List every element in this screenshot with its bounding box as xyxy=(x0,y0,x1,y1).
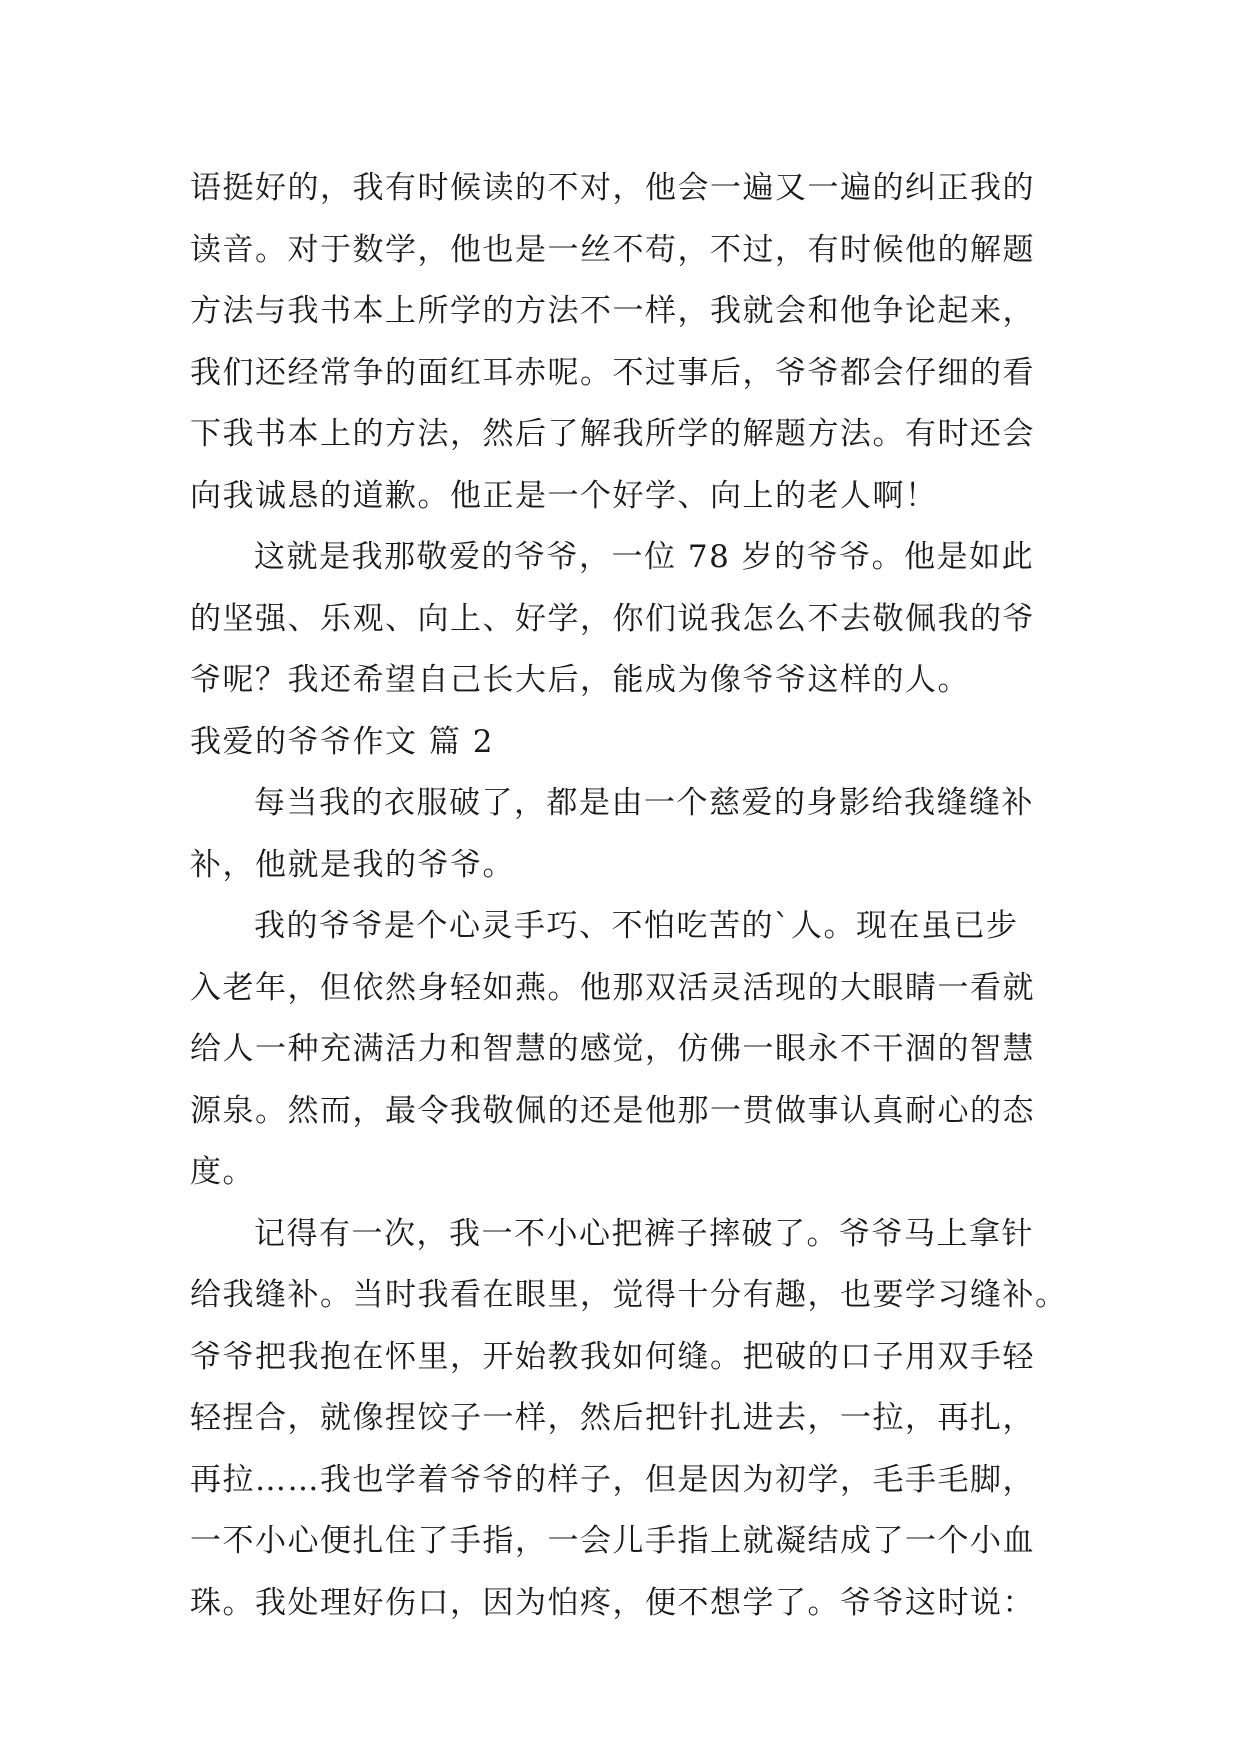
text-line: 这就是我那敬爱的爷爷，一位 78 岁的爷爷。他是如此 xyxy=(254,539,1035,575)
text-line: 记得有一次，我一不小心把裤子摔破了。爷爷马上拿针 xyxy=(254,1215,1034,1252)
text-line: 轻捏合，就像捏饺子一样，然后把针扎进去，一拉，再扎， xyxy=(190,1400,1035,1436)
text-line: 一不小心便扎住了手指，一会儿手指上就凝结成了一个小血 xyxy=(190,1523,1035,1559)
text-line: 的坚强、乐观、向上、好学，你们说我怎么不去敬佩我的爷 xyxy=(190,600,1035,637)
text-line: 语挺好的，我有时候读的不对，他会一遍又一遍的纠正我的 xyxy=(190,170,1035,206)
text-line: 再拉……我也学着爷爷的样子，但是因为初学，毛手毛脚， xyxy=(190,1461,1035,1498)
paragraph-story xyxy=(190,1204,1068,1635)
text-line: 给人一种充满活力和智慧的感觉，仿佛一眼永不干涸的智慧 xyxy=(190,1031,1035,1067)
text-line: 方法与我书本上所学的方法不一样，我就会和他争论起来， xyxy=(190,293,1035,329)
text-line: 读音。对于数学，他也是一丝不苟，不过，有时候他的解题 xyxy=(190,231,1035,268)
text-line: 每当我的衣服破了，都是由一个慈爱的身影给我缝缝补 xyxy=(254,785,1034,821)
text-line: 给我缝补。当时我看在眼里，觉得十分有趣，也要学习缝补。 xyxy=(190,1277,1068,1313)
text-line: 珠。我处理好伤口，因为怕疼，便不想学了。爷爷这时说： xyxy=(190,1584,1035,1621)
text-line: 源泉。然而，最令我敬佩的还是他那一贯做事认真耐心的态 xyxy=(190,1092,1035,1129)
text-line: 补，他就是我的爷爷。 xyxy=(190,846,515,883)
text-line: 下我书本上的方法，然后了解我所学的解题方法。有时还会 xyxy=(190,416,1035,452)
paragraph-description xyxy=(190,896,1058,1204)
document-page xyxy=(190,158,1068,1634)
text-line: 我们还经常争的面红耳赤呢。不过事后，爷爷都会仔细的看 xyxy=(190,354,1035,391)
text-line: 向我诚恳的道歉。他正是一个好学、向上的老人啊！ xyxy=(190,477,938,514)
text-line: 爷爷把我抱在怀里，开始教我如何缝。把破的口子用双手轻 xyxy=(190,1338,1035,1375)
section-heading: 我爱的爷爷作文 篇 2 xyxy=(190,723,494,760)
text-line: 入老年，但依然身轻如燕。他那双活灵活现的大眼睛一看就 xyxy=(190,969,1035,1006)
paragraph-intro xyxy=(190,773,1058,896)
paragraph-continuation xyxy=(190,158,1058,527)
text-line: 我的爷爷是个心灵手巧、不怕吃苦的`人。现在虽已步 xyxy=(254,908,1019,944)
paragraph-summary xyxy=(190,527,1058,712)
text-line: 度。 xyxy=(190,1154,255,1190)
text-line: 爷呢？我还希望自己长大后，能成为像爷爷这样的人。 xyxy=(190,662,970,698)
